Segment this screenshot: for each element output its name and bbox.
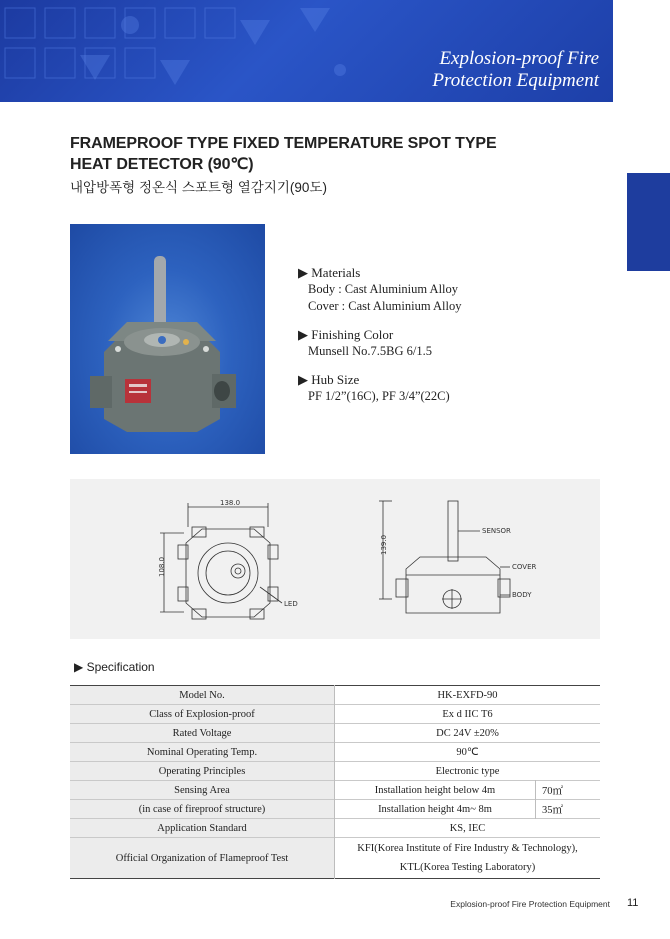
table-row: [70, 762, 600, 781]
spec-finishing: [298, 326, 461, 360]
technical-drawing: [70, 479, 600, 639]
table-row: [70, 800, 600, 819]
product-specs: [298, 264, 461, 416]
table-value-cell: Installation height below 4m: [335, 781, 536, 800]
product-title-line2: HEAT DETECTOR (90℃): [70, 156, 254, 173]
bullet-arrow-icon: ▶: [298, 265, 312, 280]
heat-detector-illustration: [70, 224, 265, 454]
product-photo: [70, 224, 265, 454]
header-banner: [0, 0, 613, 102]
spec-materials-line: Body : Cast Aluminium Alloy: [308, 282, 459, 296]
spec-hub-head: [298, 371, 461, 388]
table-value-cell: Ex d IIC T6: [442, 708, 493, 720]
table-value-cell: Installation height 4m~ 8m: [335, 800, 536, 819]
width-dimension-label: 138.0: [220, 499, 241, 507]
table-value-cell: 90℃: [456, 747, 479, 758]
spec-hub-line: PF 1/2”(16C), PF 3/4”(22C): [308, 389, 450, 403]
spec-materials: [298, 264, 461, 315]
specification-label: Specification: [86, 660, 155, 674]
height-dimension-label: 108.0: [158, 556, 166, 577]
bullet-arrow-icon: ▶: [298, 372, 312, 387]
table-label-cell: Nominal Operating Temp.: [70, 743, 335, 762]
table-label-cell: Official Organization of Flameproof Test: [70, 838, 335, 879]
table-row: [70, 781, 600, 800]
specification-table: [70, 685, 600, 879]
table-label-cell: Sensing Area: [70, 781, 335, 800]
cover-label: COVER: [512, 563, 537, 571]
table-value-cell: DC 24V ±20%: [436, 727, 499, 739]
table-row: [70, 705, 600, 724]
side-dimension-label: 139.0: [380, 534, 388, 555]
header-title: [432, 48, 599, 92]
page-number: 11: [627, 897, 639, 909]
table-row: [70, 819, 600, 838]
table-row: [70, 724, 600, 743]
header-title-line1: Explosion-proof Fire: [439, 48, 599, 69]
table-value-cell: KS, IEC: [449, 822, 486, 834]
spec-materials-line: Cover : Cast Aluminium Alloy: [308, 299, 462, 313]
table-label-cell: (in case of fireproof structure): [70, 800, 335, 819]
product-title-korean: 내압방폭형 정온식 스포트형 열감지기(90도): [70, 180, 327, 195]
bullet-arrow-icon: ▶: [298, 327, 312, 342]
spec-finishing-line: Munsell No.7.5BG 6/1.5: [308, 344, 432, 358]
table-label-cell: Rated Voltage: [70, 724, 335, 743]
sensor-label: SENSOR: [482, 527, 511, 535]
table-value-cell: 70㎡: [542, 785, 563, 797]
spec-finishing-title: Finishing Color: [311, 327, 394, 342]
org-value-line: KTL(Korea Testing Laboratory): [399, 862, 536, 873]
table-row: [70, 743, 600, 762]
spec-hub: [298, 371, 461, 405]
product-title-line1: FRAMEPROOF TYPE FIXED TEMPERATURE SPOT TYPE: [70, 135, 497, 152]
table-label-cell: Class of Explosion-proof: [70, 705, 335, 724]
spec-hub-title: Hub Size: [311, 372, 360, 387]
led-label: LED: [284, 600, 298, 608]
specification-heading: [74, 660, 155, 674]
spec-materials-title: Materials: [311, 265, 361, 280]
footer-text: Explosion-proof Fire Protection Equipment: [450, 899, 610, 909]
org-value-line: KFI(Korea Institute of Fire Industry & Technology),: [357, 843, 578, 854]
spec-materials-head: [298, 264, 461, 281]
table-row: [70, 838, 600, 879]
technical-drawing-svg: [70, 479, 600, 639]
table-row: [70, 686, 600, 705]
side-tab-marker: [627, 173, 670, 271]
table-label-cell: Model No.: [70, 686, 335, 705]
product-title: [70, 133, 497, 175]
table-value-cell: 35㎡: [542, 804, 563, 816]
table-value-cell: Electronic type: [435, 765, 500, 777]
header-title-line2: Protection Equipment: [432, 70, 599, 91]
table-value-cell: [335, 838, 601, 879]
spec-finishing-head: [298, 326, 461, 343]
table-value-cell: HK-EXFD-90: [437, 689, 498, 701]
table-label-cell: Operating Principles: [70, 762, 335, 781]
bullet-arrow-icon: ▶: [74, 660, 87, 674]
body-label: BODY: [512, 591, 532, 599]
table-label-cell: Application Standard: [70, 819, 335, 838]
